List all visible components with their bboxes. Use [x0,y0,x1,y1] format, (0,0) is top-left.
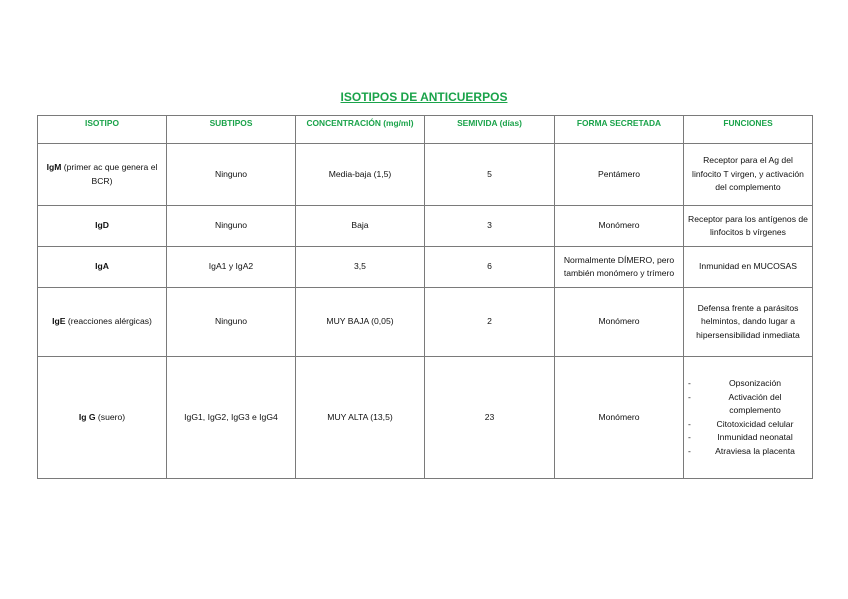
function-text: Inmunidad neonatal [717,432,793,442]
header-subtipos: SUBTIPOS [167,116,296,144]
bullet-dash: - [688,378,691,388]
table-row-igd [38,206,813,247]
header-funciones: FUNCIONES [684,116,813,144]
cell-semivida: 5 [425,144,555,206]
list-item [688,377,808,391]
cell-funciones: Inmunidad en MUCOSAS [684,247,813,288]
list-item [688,431,808,445]
igg-functions-list [688,377,808,458]
cell-funciones: Receptor para el Ag del linfocito T virgen, y activación del complemento [684,144,813,206]
cell-forma-secretada: Pentámero [555,144,684,206]
table-row-igm [38,144,813,206]
cell-funciones: Receptor para los antígenos de linfocitos b vírgenes [684,206,813,247]
list-item [688,445,808,459]
list-item [688,418,808,432]
isotype-note: (reacciones alérgicas) [65,316,152,327]
isotypes-table [37,115,813,479]
table-row-igg [38,357,813,479]
function-text: Opsonización [728,378,782,388]
cell-concentracion: MUY BAJA (0,05) [296,288,425,357]
cell-subtipos: Ninguno [167,206,296,247]
bullet-dash: - [688,391,691,402]
header-isotipo: ISOTIPO [38,116,167,144]
cell-subtipos: IgG1, IgG2, IgG3 e IgG4 [167,357,296,479]
cell-isotipo [38,357,167,479]
cell-concentracion: Baja [296,206,425,247]
table-row-ige [38,288,813,357]
isotype-note: (primer ac que genera el BCR) [61,162,158,186]
cell-isotipo [38,247,167,288]
bullet-dash: - [688,418,691,429]
table-row-iga [38,247,813,288]
cell-concentracion: MUY ALTA (13,5) [296,357,425,479]
isotype-name: IgM [46,162,62,172]
cell-semivida: 2 [425,288,555,357]
isotype-name: IgA [95,261,109,272]
header-semivida: SEMIVIDA (días) [425,116,555,144]
isotype-name: IgD [95,220,109,231]
cell-isotipo [38,144,167,206]
isotype-name: Ig G [78,411,96,422]
cell-forma-secretada: Normalmente DÍMERO, pero también monómero y trímero [555,247,684,288]
cell-concentracion: Media-baja (1,5) [296,144,425,206]
cell-semivida: 23 [425,357,555,479]
cell-forma-secretada: Monómero [555,288,684,357]
isotype-note: (suero) [95,411,126,422]
function-text: Atraviesa la placenta [715,445,795,456]
isotype-name: IgE [52,316,66,327]
cell-semivida: 3 [425,206,555,247]
cell-forma-secretada: Monómero [555,357,684,479]
list-item [688,391,808,418]
cell-semivida: 6 [425,247,555,288]
cell-concentracion: 3,5 [296,247,425,288]
header-row [38,116,813,144]
header-concentracion: CONCENTRACIÓN (mg/ml) [296,116,425,144]
bullet-dash: - [688,445,691,456]
function-text: Activación del complemento [728,391,782,415]
header-forma-secretada: FORMA SECRETADA [555,116,684,144]
function-text: Citotoxicidad celular [716,418,794,429]
cell-subtipos: IgA1 y IgA2 [167,247,296,288]
bullet-dash: - [688,432,691,442]
cell-funciones: Defensa frente a parásitos helmintos, dando lugar a hipersensibilidad inmediata [684,288,813,357]
page-title: ISOTIPOS DE ANTICUERPOS [340,90,508,104]
cell-funciones [684,357,813,479]
cell-subtipos: Ninguno [167,288,296,357]
cell-subtipos: Ninguno [167,144,296,206]
cell-isotipo [38,206,167,247]
cell-isotipo [38,288,167,357]
cell-forma-secretada: Monómero [555,206,684,247]
